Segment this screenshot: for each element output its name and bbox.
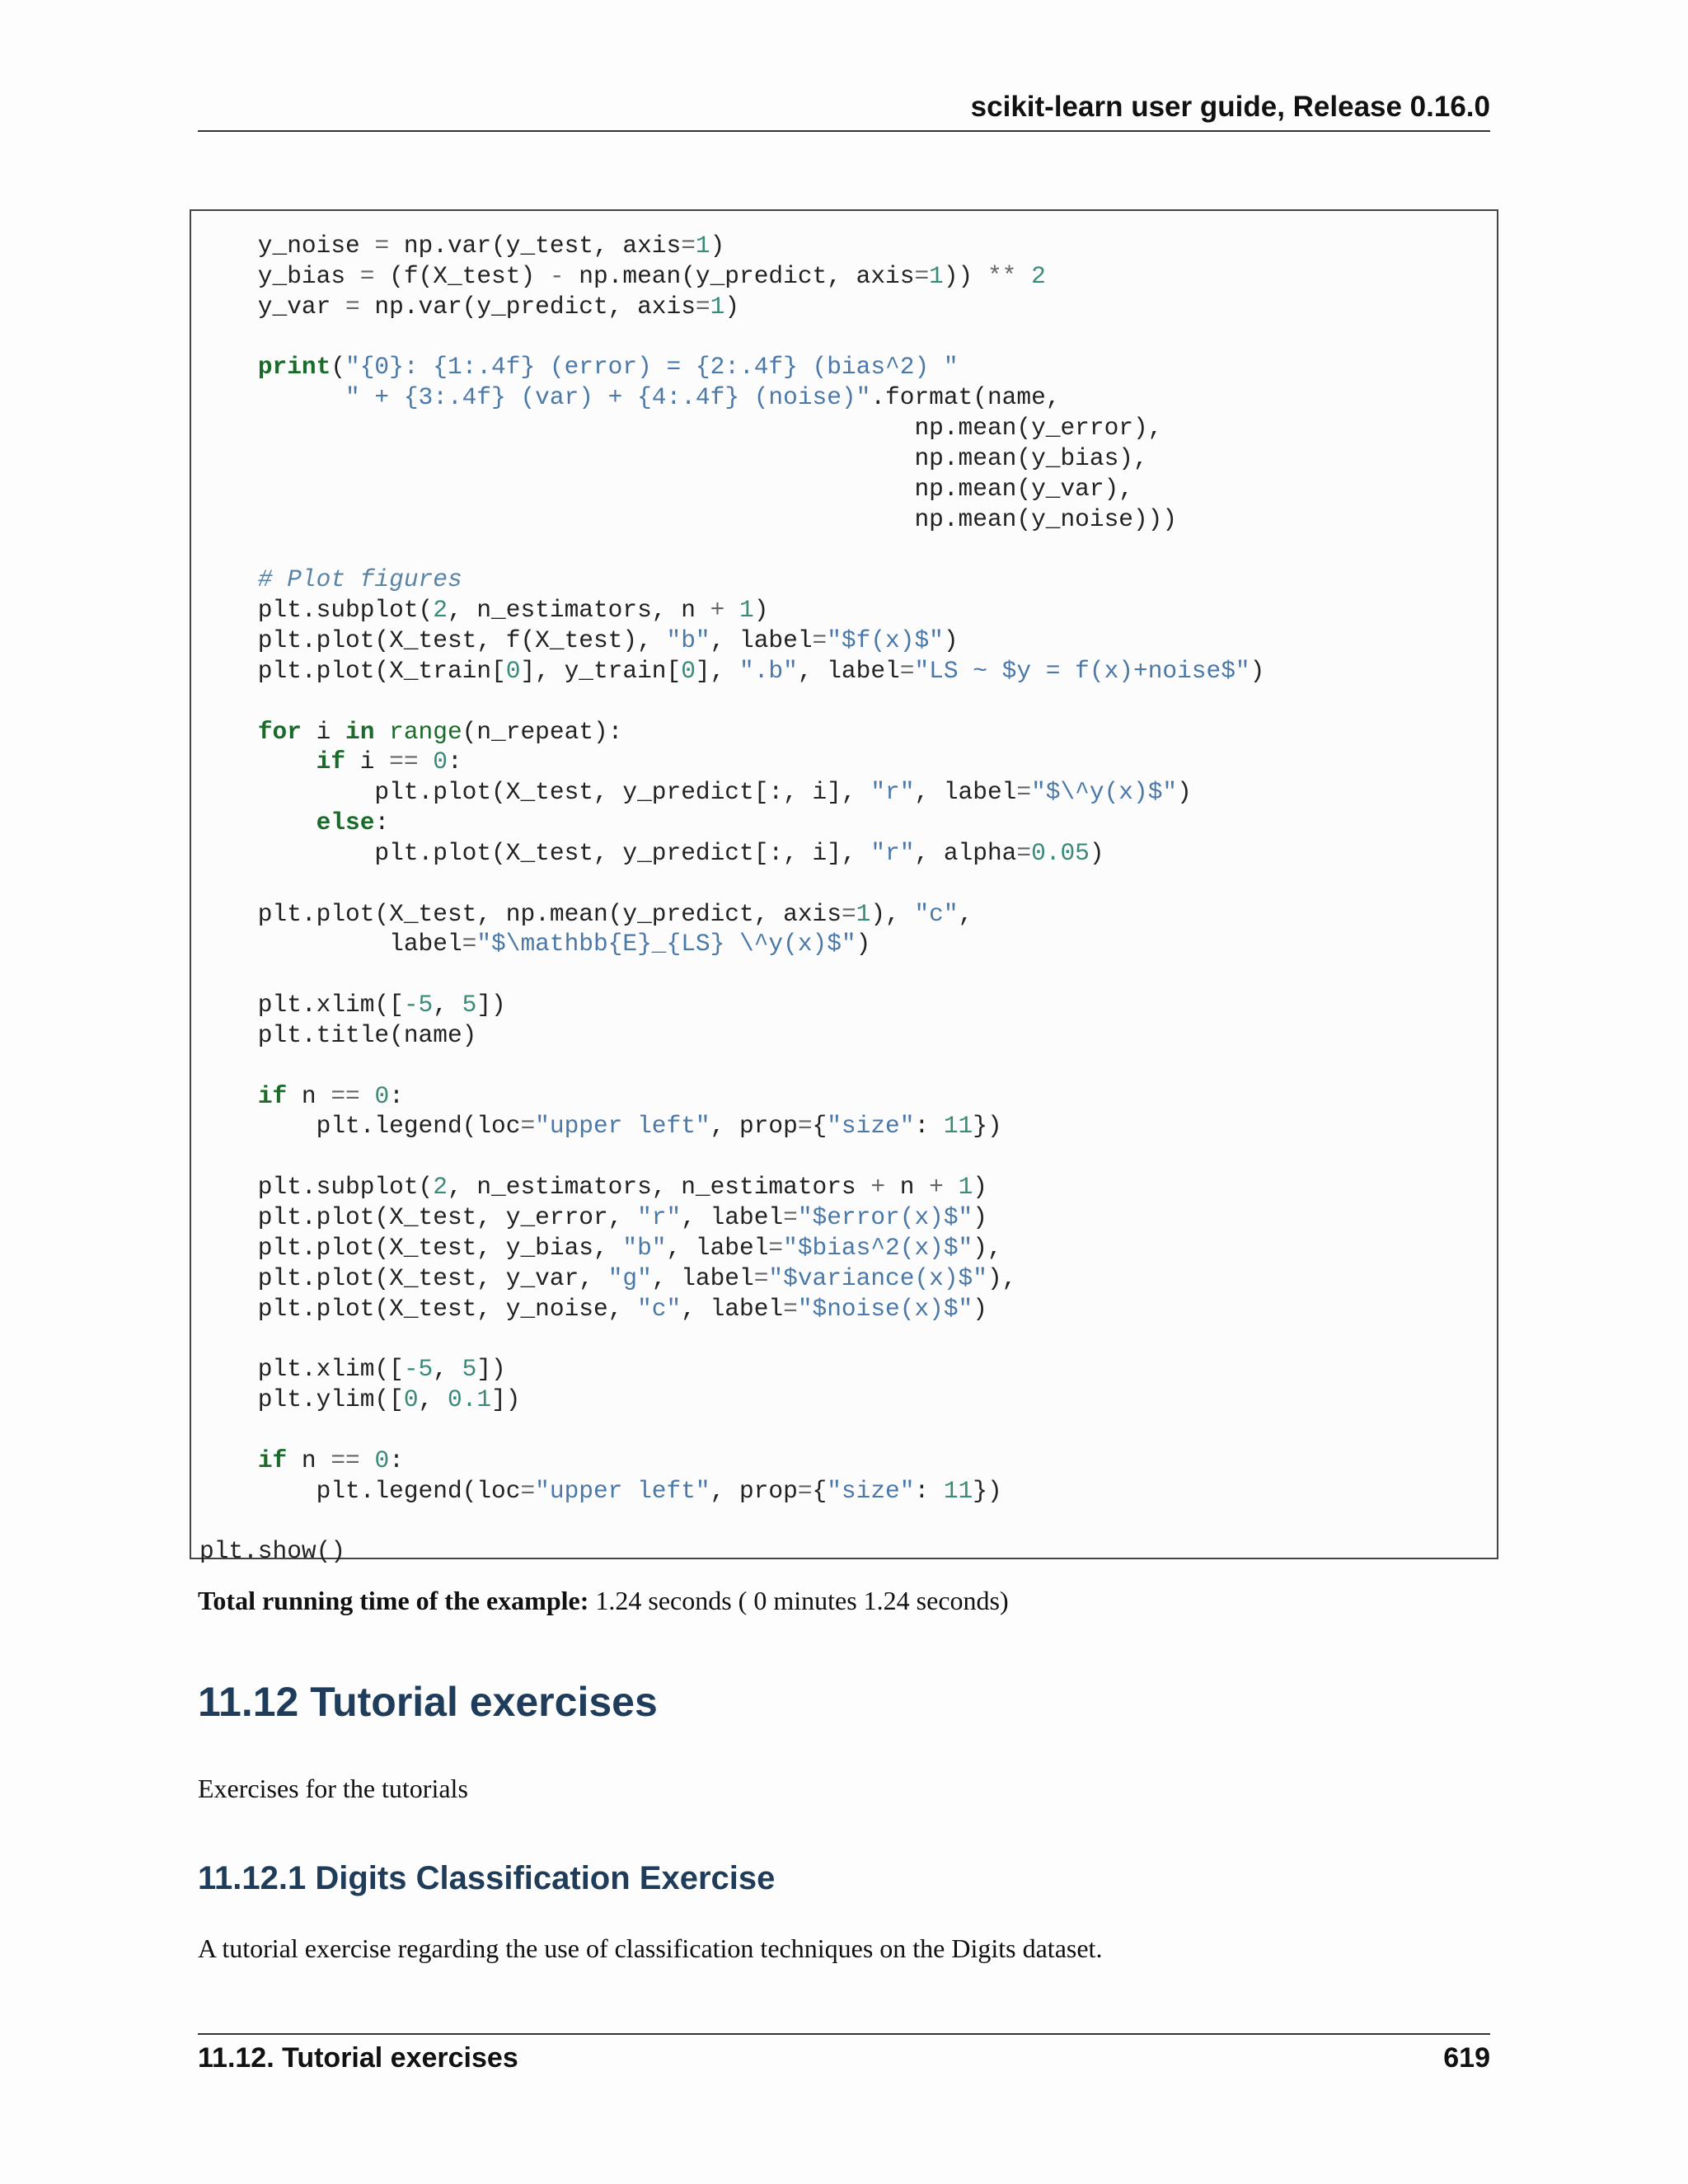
code-token: : [914, 1476, 944, 1505]
code-line [199, 352, 1264, 382]
code-token: 2 [433, 596, 448, 625]
code-token: : [389, 1081, 404, 1110]
code-token [360, 1446, 375, 1474]
code-token: plt.title(name) [199, 1020, 477, 1049]
code-line [199, 626, 1264, 656]
code-token: plt.subplot( [199, 596, 434, 625]
code-token: "$bias^2(x)$" [783, 1233, 973, 1262]
code-token: ]) [491, 1385, 521, 1414]
code-token: = [1016, 838, 1032, 867]
code-line [199, 565, 1264, 595]
code-token: i [345, 748, 390, 776]
running-header: scikit-learn user guide, Release 0.16.0 [970, 91, 1490, 123]
code-line [199, 1385, 1264, 1415]
code-line [199, 777, 1264, 808]
code-token: plt.xlim([ [199, 991, 404, 1019]
code-token: "$\mathbb{E}_{LS} \^y(x)$" [476, 930, 856, 958]
code-line [199, 1324, 1264, 1354]
code-token: ) [710, 232, 725, 260]
code-token: plt.plot(X_test, y_error, [199, 1203, 638, 1231]
code-line [199, 1536, 1264, 1567]
code-token: "b" [666, 626, 710, 654]
code-token: plt.legend(loc [199, 1476, 521, 1505]
code-line [199, 1415, 1264, 1446]
code-token: = [841, 899, 856, 928]
code-token: ) [724, 292, 740, 321]
code-token: plt.legend(loc [199, 1112, 521, 1141]
code-token: plt.plot(X_test, y_bias, [199, 1233, 623, 1262]
code-token: print [257, 353, 331, 382]
code-line [199, 747, 1264, 777]
code-token: 1 [929, 261, 944, 290]
code-line [199, 231, 1264, 261]
code-token: = [812, 626, 828, 654]
code-line [199, 1294, 1264, 1324]
code-token: = [783, 1203, 798, 1231]
code-token [199, 1446, 258, 1474]
code-line [199, 656, 1264, 687]
code-token: 0 [403, 1385, 419, 1414]
code-token [944, 1173, 959, 1201]
code-token: , label [914, 778, 1017, 807]
code-token: , label [681, 1203, 784, 1231]
code-line [199, 1081, 1264, 1112]
code-token: np.mean(y_error), [199, 414, 1163, 443]
code-line [199, 687, 1264, 717]
code-token: ** [987, 261, 1017, 290]
code-token: ) [1089, 838, 1104, 867]
code-token: n [885, 1173, 930, 1202]
code-token: = [345, 292, 360, 321]
code-token: y_var [199, 292, 346, 321]
code-token: "b" [622, 1233, 667, 1262]
code-token: "size" [827, 1476, 915, 1505]
code-token: label [199, 930, 462, 958]
code-token: 2 [433, 1173, 448, 1202]
code-token: , label [651, 1263, 754, 1292]
code-token: , prop [710, 1112, 798, 1141]
runtime-note [198, 1586, 1009, 1616]
code-token: : [389, 1446, 404, 1474]
code-token: + [929, 1173, 944, 1202]
code-token: "$error(x)$" [797, 1203, 973, 1231]
code-token: plt.plot(X_test, y_noise, [199, 1294, 638, 1323]
footer-section-label: 11.12. Tutorial exercises [198, 2042, 518, 2074]
code-token: = [768, 1233, 784, 1262]
code-token: if [257, 1446, 288, 1474]
code-token: ]) [476, 991, 506, 1019]
code-token: (n_repeat): [462, 717, 623, 746]
code-line [199, 1233, 1264, 1263]
code-token [199, 808, 316, 837]
code-token: , n_estimators, n_estimators [447, 1173, 871, 1202]
code-token: plt.plot(X_train[ [199, 656, 506, 685]
code-line [199, 869, 1264, 899]
code-line [199, 1020, 1264, 1051]
code-token: ) [973, 1294, 987, 1323]
code-token: = [914, 261, 930, 290]
header-rule [198, 130, 1490, 132]
code-token: = [783, 1294, 798, 1323]
code-token: ), [870, 899, 915, 928]
code-line [199, 413, 1264, 443]
code-token: np.mean(y_var), [199, 474, 1133, 503]
code-line [199, 1506, 1264, 1536]
code-token: ) [753, 596, 769, 625]
code-token: ], y_train[ [520, 656, 682, 685]
code-token: "$variance(x)$" [768, 1263, 987, 1292]
code-line [199, 959, 1264, 990]
code-token [199, 748, 316, 776]
code-token: 5 [462, 1355, 477, 1384]
code-line [199, 1051, 1264, 1081]
code-token: 0 [433, 748, 448, 776]
code-token: }) [973, 1476, 1002, 1505]
code-token: else [316, 808, 375, 837]
code-token: , alpha [914, 838, 1017, 867]
code-token: plt.plot(X_test, np.mean(y_predict, axis [199, 899, 842, 928]
section-heading: 11.12 Tutorial exercises [198, 1679, 658, 1725]
code-token [199, 353, 258, 381]
code-token [199, 718, 258, 746]
code-line [199, 1446, 1264, 1476]
code-line [199, 717, 1264, 748]
code-token [374, 718, 389, 746]
code-token: ) [1177, 778, 1192, 807]
code-token: = [374, 232, 390, 260]
code-token: 1 [739, 596, 754, 625]
code-token: 0.05 [1031, 838, 1090, 867]
code-token: "r" [870, 838, 915, 867]
code-token: plt.xlim([ [199, 1355, 404, 1384]
code-token: range [389, 717, 462, 746]
code-token: "upper left" [535, 1476, 710, 1505]
code-token: y_bias [199, 261, 360, 290]
subsection-heading: 11.12.1 Digits Classification Exercise [198, 1860, 776, 1896]
code-token: 2 [1031, 261, 1046, 290]
code-token: ) [856, 930, 871, 958]
code-token: "c" [637, 1294, 682, 1323]
code-line [199, 261, 1264, 292]
footer-rule [198, 2033, 1490, 2035]
code-token: 1 [856, 899, 871, 928]
code-token: = [520, 1476, 536, 1505]
code-token: 0 [374, 1081, 390, 1110]
code-token: "$noise(x)$" [797, 1294, 973, 1323]
code-token: == [389, 748, 419, 776]
code-token: "$\^y(x)$" [1031, 778, 1178, 807]
code-token: = [695, 292, 710, 321]
code-token: , [433, 991, 462, 1019]
code-token: if [257, 1081, 288, 1110]
code-token: plt.subplot( [199, 1173, 434, 1202]
code-line [199, 382, 1264, 413]
code-token: 5 [462, 991, 477, 1019]
code-line [199, 1111, 1264, 1141]
code-line [199, 595, 1264, 626]
code-line [199, 1141, 1264, 1172]
code-line [199, 1354, 1264, 1385]
section-intro: Exercises for the tutorials [198, 1774, 468, 1803]
code-token: ) [943, 626, 959, 654]
code-token: 0 [505, 656, 521, 685]
code-token: np.var(y_test, axis [389, 232, 682, 260]
code-token: plt.show() [199, 1537, 346, 1566]
code-token: "g" [607, 1263, 652, 1292]
code-token: plt.plot(X_test, y_predict[:, i], [199, 778, 871, 807]
code-token: + [870, 1173, 886, 1202]
code-token: " + {3:.4f} (var) + {4:.4f} (noise)" [345, 383, 871, 412]
code-token: = [462, 930, 477, 958]
code-token: , [418, 1385, 448, 1414]
code-token: , label [710, 626, 813, 654]
code-token: : [447, 748, 462, 776]
code-block [190, 209, 1498, 1566]
code-token: = [753, 1263, 769, 1292]
code-token: "upper left" [535, 1112, 710, 1141]
code-token: "{0}: {1:.4f} (error) = {2:.4f} (bias^2) " [345, 353, 959, 382]
code-token: "$f(x)$" [827, 626, 944, 654]
code-token: plt.plot(X_test, y_var, [199, 1263, 608, 1292]
code-token: , label [797, 656, 900, 685]
code-token: ], [695, 656, 740, 685]
code-line [199, 929, 1264, 959]
code-token: , prop [710, 1476, 798, 1505]
code-token: = [359, 261, 375, 290]
code-token: y_noise [199, 232, 375, 260]
code-token: # Plot figures [257, 565, 462, 594]
code-token: np.mean(y_predict, axis [564, 261, 915, 290]
code-token: np.mean(y_noise))) [199, 504, 1178, 533]
code-token: = [520, 1112, 536, 1141]
code-token [360, 1082, 375, 1110]
code-listing [199, 231, 1264, 1567]
code-line [199, 899, 1264, 930]
code-token: ), [973, 1233, 1002, 1262]
code-token: + [710, 596, 725, 625]
code-token: (f(X_test) [374, 261, 550, 290]
code-token: ( [331, 353, 346, 382]
code-token: , [958, 899, 973, 928]
code-token: : [914, 1112, 944, 1141]
code-token [724, 596, 739, 624]
code-token: "r" [637, 1203, 682, 1231]
code-token: , n_estimators, n [447, 596, 710, 625]
code-token: np.mean(y_bias), [199, 443, 1148, 472]
code-token: , [433, 1355, 462, 1384]
code-token: -5 [403, 991, 434, 1019]
code-token: ]) [476, 1355, 506, 1384]
code-token: ) [973, 1173, 987, 1202]
code-token: "r" [870, 778, 915, 807]
code-token [199, 383, 345, 411]
code-line [199, 322, 1264, 353]
code-line [199, 534, 1264, 565]
code-line [199, 808, 1264, 838]
code-token: "c" [914, 899, 959, 928]
code-token: 0 [374, 1446, 390, 1474]
code-token: { [812, 1112, 828, 1141]
code-line [199, 504, 1264, 535]
code-token: 11 [943, 1476, 973, 1505]
code-token: ) [1250, 656, 1265, 685]
code-token: plt.plot(X_test, y_predict[:, i], [199, 838, 871, 867]
code-token [199, 1082, 258, 1110]
code-line [199, 443, 1264, 474]
code-token [1016, 262, 1031, 290]
code-token: = [899, 656, 915, 685]
code-token: , label [681, 1294, 784, 1323]
code-token: ".b" [739, 656, 798, 685]
code-token [419, 748, 434, 776]
code-token: - [549, 261, 565, 290]
code-line [199, 1172, 1264, 1202]
code-token: { [812, 1476, 828, 1505]
code-token: -5 [403, 1355, 434, 1384]
subsection-text: A tutorial exercise regarding the use of classification techniques on the Digits dataset. [198, 1933, 1103, 1963]
code-token: for [257, 717, 302, 746]
code-token: == [331, 1446, 360, 1474]
code-token: in [345, 717, 375, 746]
code-token: n [287, 1446, 331, 1474]
code-line [199, 474, 1264, 504]
code-token: i [301, 717, 346, 746]
code-token: .format(name, [870, 383, 1061, 412]
code-token: ) [973, 1203, 987, 1231]
runtime-label: Total running time of the example: [198, 1586, 589, 1615]
code-token: n [287, 1081, 331, 1110]
code-token: , label [666, 1233, 769, 1262]
code-token: 0 [681, 656, 696, 685]
page-number: 619 [1443, 2042, 1490, 2074]
code-token: 0.1 [447, 1385, 492, 1414]
code-line [199, 1202, 1264, 1233]
code-token: == [331, 1081, 360, 1110]
runtime-value: 1.24 seconds ( 0 minutes 1.24 seconds) [588, 1586, 1009, 1615]
code-token: plt.plot(X_test, f(X_test), [199, 626, 667, 654]
code-line [199, 838, 1264, 869]
code-token [199, 565, 258, 593]
code-token: "size" [827, 1112, 915, 1141]
code-token: }) [973, 1112, 1002, 1141]
code-token: np.var(y_predict, axis [359, 292, 696, 321]
code-token: ), [987, 1263, 1017, 1292]
code-token: = [797, 1476, 813, 1505]
code-token: = [1016, 778, 1032, 807]
code-token: 1 [695, 232, 710, 260]
code-token: )) [943, 261, 987, 290]
code-line [199, 1263, 1264, 1294]
code-token: if [316, 748, 346, 776]
code-token: "LS ~ $y = f(x)+noise$" [914, 656, 1250, 685]
code-token: = [681, 232, 696, 260]
code-line [199, 990, 1264, 1020]
code-token: 1 [958, 1173, 973, 1202]
code-token: : [374, 808, 390, 837]
code-token: plt.ylim([ [199, 1385, 404, 1414]
code-token: 1 [710, 292, 725, 321]
code-line [199, 292, 1264, 322]
code-token: = [797, 1112, 813, 1141]
code-line [199, 1476, 1264, 1507]
code-token: 11 [943, 1112, 973, 1141]
